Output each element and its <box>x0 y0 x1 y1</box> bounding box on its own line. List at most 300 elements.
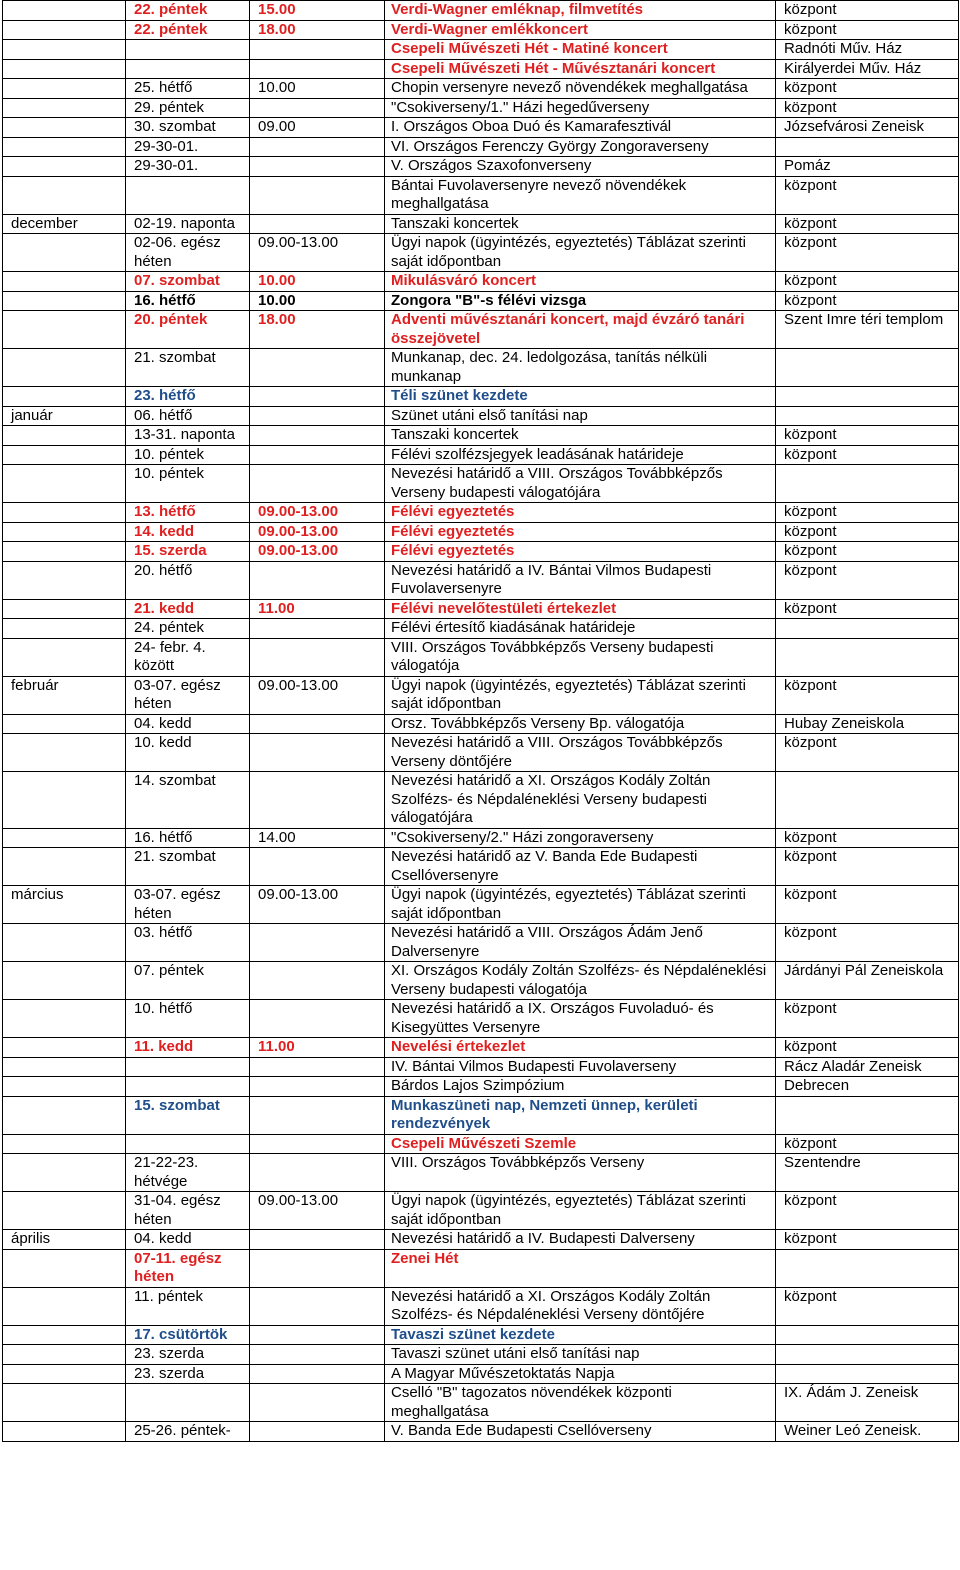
date-cell: 11. péntek <box>126 1287 250 1325</box>
place-cell <box>776 1325 959 1345</box>
table-row <box>3 426 959 446</box>
month-cell <box>3 311 126 349</box>
date-cell <box>126 59 250 79</box>
table-row <box>3 848 959 886</box>
time-cell <box>250 1364 385 1384</box>
schedule-table <box>2 0 959 1442</box>
time-cell <box>250 561 385 599</box>
event-cell: Zenei Hét <box>385 1249 776 1287</box>
event-cell: Félévi egyeztetés <box>385 503 776 523</box>
date-cell: 20. péntek <box>126 311 250 349</box>
event-cell: Nevezési határidő a XI. Országos Kodály Zoltán Szolfézs- és Népdaléneklési Verseny döntőjére <box>385 1287 776 1325</box>
month-cell <box>3 1057 126 1077</box>
time-cell <box>250 962 385 1000</box>
place-cell: központ <box>776 828 959 848</box>
date-cell: 06. hétfő <box>126 406 250 426</box>
month-cell <box>3 1249 126 1287</box>
time-cell: 09.00-13.00 <box>250 1192 385 1230</box>
event-cell: A Magyar Művészetoktatás Napja <box>385 1364 776 1384</box>
place-cell: központ <box>776 1 959 21</box>
table-row <box>3 1249 959 1287</box>
table-row <box>3 349 959 387</box>
month-cell <box>3 1287 126 1325</box>
table-row <box>3 1096 959 1134</box>
date-cell: 17. csütörtök <box>126 1325 250 1345</box>
date-cell <box>126 40 250 60</box>
event-cell: Félévi szolfézsjegyek leadásának határideje <box>385 445 776 465</box>
place-cell: Józsefvárosi Zeneisk <box>776 118 959 138</box>
time-cell <box>250 848 385 886</box>
place-cell: központ <box>776 1038 959 1058</box>
time-cell: 18.00 <box>250 311 385 349</box>
place-cell <box>776 349 959 387</box>
place-cell <box>776 406 959 426</box>
event-cell: Félévi nevelőtestületi értekezlet <box>385 599 776 619</box>
date-cell: 24- febr. 4. között <box>126 638 250 676</box>
month-cell <box>3 426 126 446</box>
month-cell <box>3 445 126 465</box>
place-cell: központ <box>776 445 959 465</box>
month-cell <box>3 619 126 639</box>
month-cell <box>3 176 126 214</box>
time-cell: 09.00-13.00 <box>250 886 385 924</box>
month-cell <box>3 522 126 542</box>
time-cell <box>250 1287 385 1325</box>
table-row <box>3 137 959 157</box>
table-row <box>3 599 959 619</box>
place-cell: központ <box>776 734 959 772</box>
table-row <box>3 638 959 676</box>
place-cell: központ <box>776 1134 959 1154</box>
place-cell: központ <box>776 176 959 214</box>
time-cell <box>250 1384 385 1422</box>
place-cell: központ <box>776 924 959 962</box>
time-cell <box>250 924 385 962</box>
event-cell: Verdi-Wagner emlékkoncert <box>385 20 776 40</box>
date-cell: 10. péntek <box>126 445 250 465</box>
place-cell <box>776 387 959 407</box>
event-cell: Nevezési határidő a VIII. Országos Továbbképzős Verseny budapesti válogatójára <box>385 465 776 503</box>
event-cell: Félévi egyeztetés <box>385 542 776 562</box>
time-cell: 11.00 <box>250 1038 385 1058</box>
time-cell <box>250 1345 385 1365</box>
month-cell <box>3 542 126 562</box>
time-cell <box>250 387 385 407</box>
date-cell: 21. szombat <box>126 848 250 886</box>
event-cell: Tanszaki koncertek <box>385 214 776 234</box>
table-row <box>3 1192 959 1230</box>
time-cell <box>250 349 385 387</box>
event-cell: "Csokiverseny/1." Házi hegedűverseny <box>385 98 776 118</box>
time-cell: 15.00 <box>250 1 385 21</box>
event-cell: Zongora "B"-s félévi vizsga <box>385 291 776 311</box>
table-row <box>3 542 959 562</box>
month-cell <box>3 734 126 772</box>
place-cell: központ <box>776 98 959 118</box>
place-cell: központ <box>776 214 959 234</box>
date-cell: 15. szombat <box>126 1096 250 1134</box>
date-cell: 07. szombat <box>126 272 250 292</box>
time-cell <box>250 1057 385 1077</box>
place-cell <box>776 1364 959 1384</box>
date-cell: 25-26. péntek- <box>126 1422 250 1442</box>
table-row <box>3 522 959 542</box>
place-cell: központ <box>776 20 959 40</box>
place-cell <box>776 772 959 829</box>
table-row <box>3 1154 959 1192</box>
place-cell: IX. Ádám J. Zeneisk <box>776 1384 959 1422</box>
month-cell <box>3 40 126 60</box>
month-cell <box>3 1384 126 1422</box>
table-row <box>3 676 959 714</box>
table-row <box>3 176 959 214</box>
table-row <box>3 1077 959 1097</box>
event-cell: Csepeli Művészeti Szemle <box>385 1134 776 1154</box>
event-cell: Ügyi napok (ügyintézés, egyeztetés) Táblázat szerinti saját időpontban <box>385 234 776 272</box>
month-cell <box>3 1038 126 1058</box>
time-cell <box>250 772 385 829</box>
event-cell: Nevezési határidő a IX. Országos Fuvoladuó- és Kisegyüttes Versenyre <box>385 1000 776 1038</box>
table-row <box>3 311 959 349</box>
date-cell: 03-07. egész héten <box>126 676 250 714</box>
event-cell: Tavaszi szünet kezdete <box>385 1325 776 1345</box>
time-cell: 09.00-13.00 <box>250 234 385 272</box>
date-cell: 04. kedd <box>126 714 250 734</box>
event-cell: Nevezési határidő a IV. Budapesti Dalverseny <box>385 1230 776 1250</box>
date-cell <box>126 1384 250 1422</box>
time-cell: 14.00 <box>250 828 385 848</box>
date-cell: 07-11. egész héten <box>126 1249 250 1287</box>
date-cell: 15. szerda <box>126 542 250 562</box>
table-row <box>3 1345 959 1365</box>
event-cell: Chopin versenyre nevező növendékek meghallgatása <box>385 79 776 99</box>
month-cell <box>3 962 126 1000</box>
event-cell: Orsz. Továbbképzős Verseny Bp. válogatója <box>385 714 776 734</box>
date-cell: 21. kedd <box>126 599 250 619</box>
table-row <box>3 962 959 1000</box>
place-cell: központ <box>776 1192 959 1230</box>
month-cell <box>3 234 126 272</box>
date-cell: 11. kedd <box>126 1038 250 1058</box>
time-cell: 09.00-13.00 <box>250 522 385 542</box>
time-cell <box>250 445 385 465</box>
event-cell: Mikulásváró koncert <box>385 272 776 292</box>
month-cell <box>3 848 126 886</box>
place-cell: központ <box>776 542 959 562</box>
month-cell <box>3 349 126 387</box>
place-cell: központ <box>776 1230 959 1250</box>
time-cell <box>250 1249 385 1287</box>
date-cell <box>126 1134 250 1154</box>
date-cell: 24. péntek <box>126 619 250 639</box>
table-row <box>3 40 959 60</box>
month-cell <box>3 1192 126 1230</box>
place-cell: központ <box>776 848 959 886</box>
place-cell: Szent Imre téri templom <box>776 311 959 349</box>
time-cell: 09.00 <box>250 118 385 138</box>
place-cell: Rácz Aladár Zeneisk <box>776 1057 959 1077</box>
event-cell: Cselló "B" tagozatos növendékek központi meghallgatása <box>385 1384 776 1422</box>
place-cell: központ <box>776 272 959 292</box>
date-cell: 29-30-01. <box>126 157 250 177</box>
month-cell: december <box>3 214 126 234</box>
event-cell: Ügyi napok (ügyintézés, egyeztetés) Táblázat szerinti saját időpontban <box>385 1192 776 1230</box>
place-cell: központ <box>776 503 959 523</box>
table-row <box>3 503 959 523</box>
month-cell <box>3 714 126 734</box>
time-cell <box>250 714 385 734</box>
date-cell: 21-22-23. hétvége <box>126 1154 250 1192</box>
table-row <box>3 20 959 40</box>
event-cell: Csepeli Művészeti Hét - Művésztanári koncert <box>385 59 776 79</box>
time-cell <box>250 406 385 426</box>
event-cell: V. Országos Szaxofonverseny <box>385 157 776 177</box>
place-cell: Hubay Zeneiskola <box>776 714 959 734</box>
place-cell: központ <box>776 886 959 924</box>
time-cell <box>250 1134 385 1154</box>
month-cell <box>3 118 126 138</box>
month-cell: április <box>3 1230 126 1250</box>
date-cell: 14. kedd <box>126 522 250 542</box>
time-cell <box>250 638 385 676</box>
event-cell: Csepeli Művészeti Hét - Matiné koncert <box>385 40 776 60</box>
time-cell <box>250 59 385 79</box>
date-cell: 22. péntek <box>126 1 250 21</box>
date-cell: 10. péntek <box>126 465 250 503</box>
month-cell: január <box>3 406 126 426</box>
table-row <box>3 1 959 21</box>
event-cell: "Csokiverseny/2." Házi zongoraverseny <box>385 828 776 848</box>
date-cell: 13-31. naponta <box>126 426 250 446</box>
date-cell: 23. hétfő <box>126 387 250 407</box>
date-cell: 04. kedd <box>126 1230 250 1250</box>
table-row <box>3 1384 959 1422</box>
table-row <box>3 1325 959 1345</box>
table-row <box>3 157 959 177</box>
time-cell <box>250 1096 385 1134</box>
date-cell: 29-30-01. <box>126 137 250 157</box>
table-row <box>3 1422 959 1442</box>
month-cell: február <box>3 676 126 714</box>
table-row <box>3 1287 959 1325</box>
date-cell: 02-06. egész héten <box>126 234 250 272</box>
place-cell: központ <box>776 426 959 446</box>
time-cell <box>250 1077 385 1097</box>
schedule-body <box>3 1 959 1442</box>
place-cell <box>776 465 959 503</box>
table-row <box>3 214 959 234</box>
date-cell: 23. szerda <box>126 1345 250 1365</box>
table-row <box>3 772 959 829</box>
time-cell <box>250 426 385 446</box>
time-cell: 09.00-13.00 <box>250 542 385 562</box>
event-cell: Adventi művésztanári koncert, majd évzáró tanári összejövetel <box>385 311 776 349</box>
month-cell <box>3 1364 126 1384</box>
time-cell <box>250 40 385 60</box>
table-row <box>3 1134 959 1154</box>
date-cell: 03-07. egész héten <box>126 886 250 924</box>
event-cell: Bántai Fuvolaversenyre nevező növendékek meghallgatása <box>385 176 776 214</box>
date-cell <box>126 176 250 214</box>
date-cell: 03. hétfő <box>126 924 250 962</box>
date-cell: 02-19. naponta <box>126 214 250 234</box>
event-cell: Nevelési értekezlet <box>385 1038 776 1058</box>
table-row <box>3 1364 959 1384</box>
month-cell <box>3 1096 126 1134</box>
event-cell: Félévi értesítő kiadásának határideje <box>385 619 776 639</box>
event-cell: VIII. Országos Továbbképzős Verseny <box>385 1154 776 1192</box>
table-row <box>3 118 959 138</box>
table-row <box>3 828 959 848</box>
event-cell: VI. Országos Ferenczy György Zongoraverseny <box>385 137 776 157</box>
month-cell <box>3 59 126 79</box>
month-cell <box>3 772 126 829</box>
time-cell: 18.00 <box>250 20 385 40</box>
event-cell: Nevezési határidő a XI. Országos Kodály Zoltán Szolfézs- és Népdaléneklési Verseny budapesti válogatójára <box>385 772 776 829</box>
month-cell <box>3 1325 126 1345</box>
event-cell: Ügyi napok (ügyintézés, egyeztetés) Táblázat szerinti saját időpontban <box>385 886 776 924</box>
time-cell <box>250 1154 385 1192</box>
place-cell <box>776 619 959 639</box>
month-cell <box>3 561 126 599</box>
table-row <box>3 1000 959 1038</box>
event-cell: Ügyi napok (ügyintézés, egyeztetés) Táblázat szerinti saját időpontban <box>385 676 776 714</box>
table-row <box>3 445 959 465</box>
date-cell: 22. péntek <box>126 20 250 40</box>
place-cell: Radnóti Műv. Ház <box>776 40 959 60</box>
table-row <box>3 234 959 272</box>
place-cell: központ <box>776 234 959 272</box>
time-cell <box>250 176 385 214</box>
event-cell: Nevezési határidő a VIII. Országos Ádám Jenő Dalversenyre <box>385 924 776 962</box>
place-cell: Debrecen <box>776 1077 959 1097</box>
month-cell <box>3 157 126 177</box>
place-cell: központ <box>776 79 959 99</box>
month-cell <box>3 503 126 523</box>
event-cell: Tanszaki koncertek <box>385 426 776 446</box>
time-cell <box>250 619 385 639</box>
month-cell <box>3 465 126 503</box>
table-row <box>3 465 959 503</box>
month-cell <box>3 1134 126 1154</box>
table-row <box>3 291 959 311</box>
place-cell: központ <box>776 561 959 599</box>
month-cell <box>3 387 126 407</box>
event-cell: V. Banda Ede Budapesti Csellóverseny <box>385 1422 776 1442</box>
event-cell: XI. Országos Kodály Zoltán Szolfézs- és Népdaléneklési Verseny budapesti válogatója <box>385 962 776 1000</box>
place-cell: központ <box>776 676 959 714</box>
month-cell <box>3 291 126 311</box>
event-cell: IV. Bántai Vilmos Budapesti Fuvolaverseny <box>385 1057 776 1077</box>
event-cell: Bárdos Lajos Szimpózium <box>385 1077 776 1097</box>
event-cell: Verdi-Wagner emléknap, filmvetítés <box>385 1 776 21</box>
event-cell: VIII. Országos Továbbképzős Verseny budapesti válogatója <box>385 638 776 676</box>
table-row <box>3 619 959 639</box>
time-cell <box>250 157 385 177</box>
time-cell <box>250 98 385 118</box>
table-row <box>3 79 959 99</box>
table-row <box>3 714 959 734</box>
place-cell: központ <box>776 1000 959 1038</box>
time-cell <box>250 137 385 157</box>
event-cell: Nevezési határidő a IV. Bántai Vilmos Budapesti Fuvolaversenyre <box>385 561 776 599</box>
time-cell <box>250 1000 385 1038</box>
date-cell: 16. hétfő <box>126 291 250 311</box>
place-cell: Pomáz <box>776 157 959 177</box>
event-cell: Munkanap, dec. 24. ledolgozása, tanítás nélküli munkanap <box>385 349 776 387</box>
date-cell: 31-04. egész héten <box>126 1192 250 1230</box>
month-cell <box>3 1422 126 1442</box>
month-cell <box>3 599 126 619</box>
time-cell: 09.00-13.00 <box>250 503 385 523</box>
date-cell: 16. hétfő <box>126 828 250 848</box>
event-cell: Szünet utáni első tanítási nap <box>385 406 776 426</box>
date-cell <box>126 1057 250 1077</box>
place-cell: központ <box>776 1287 959 1325</box>
time-cell <box>250 1422 385 1442</box>
table-row <box>3 886 959 924</box>
date-cell: 07. péntek <box>126 962 250 1000</box>
table-row <box>3 59 959 79</box>
month-cell <box>3 1077 126 1097</box>
event-cell: Tavaszi szünet utáni első tanítási nap <box>385 1345 776 1365</box>
date-cell: 30. szombat <box>126 118 250 138</box>
place-cell: központ <box>776 599 959 619</box>
time-cell <box>250 734 385 772</box>
date-cell: 29. péntek <box>126 98 250 118</box>
table-row <box>3 561 959 599</box>
place-cell: Járdányi Pál Zeneiskola <box>776 962 959 1000</box>
place-cell <box>776 137 959 157</box>
month-cell <box>3 638 126 676</box>
time-cell <box>250 214 385 234</box>
month-cell <box>3 924 126 962</box>
date-cell: 13. hétfő <box>126 503 250 523</box>
place-cell: Királyerdei Műv. Ház <box>776 59 959 79</box>
date-cell: 21. szombat <box>126 349 250 387</box>
month-cell <box>3 98 126 118</box>
table-row <box>3 734 959 772</box>
time-cell: 10.00 <box>250 291 385 311</box>
table-row <box>3 272 959 292</box>
place-cell: központ <box>776 522 959 542</box>
date-cell <box>126 1077 250 1097</box>
event-cell: Nevezési határidő az V. Banda Ede Budapesti Csellóversenyre <box>385 848 776 886</box>
month-cell <box>3 1 126 21</box>
table-row <box>3 98 959 118</box>
month-cell: március <box>3 886 126 924</box>
place-cell <box>776 1249 959 1287</box>
time-cell: 10.00 <box>250 79 385 99</box>
month-cell <box>3 272 126 292</box>
month-cell <box>3 1154 126 1192</box>
time-cell: 09.00-13.00 <box>250 676 385 714</box>
time-cell <box>250 465 385 503</box>
month-cell <box>3 79 126 99</box>
time-cell <box>250 1325 385 1345</box>
date-cell: 20. hétfő <box>126 561 250 599</box>
place-cell <box>776 1096 959 1134</box>
event-cell: I. Országos Oboa Duó és Kamarafesztivál <box>385 118 776 138</box>
table-row <box>3 924 959 962</box>
time-cell <box>250 1230 385 1250</box>
place-cell <box>776 638 959 676</box>
place-cell <box>776 1345 959 1365</box>
date-cell: 14. szombat <box>126 772 250 829</box>
date-cell: 25. hétfő <box>126 79 250 99</box>
time-cell: 10.00 <box>250 272 385 292</box>
month-cell <box>3 1000 126 1038</box>
